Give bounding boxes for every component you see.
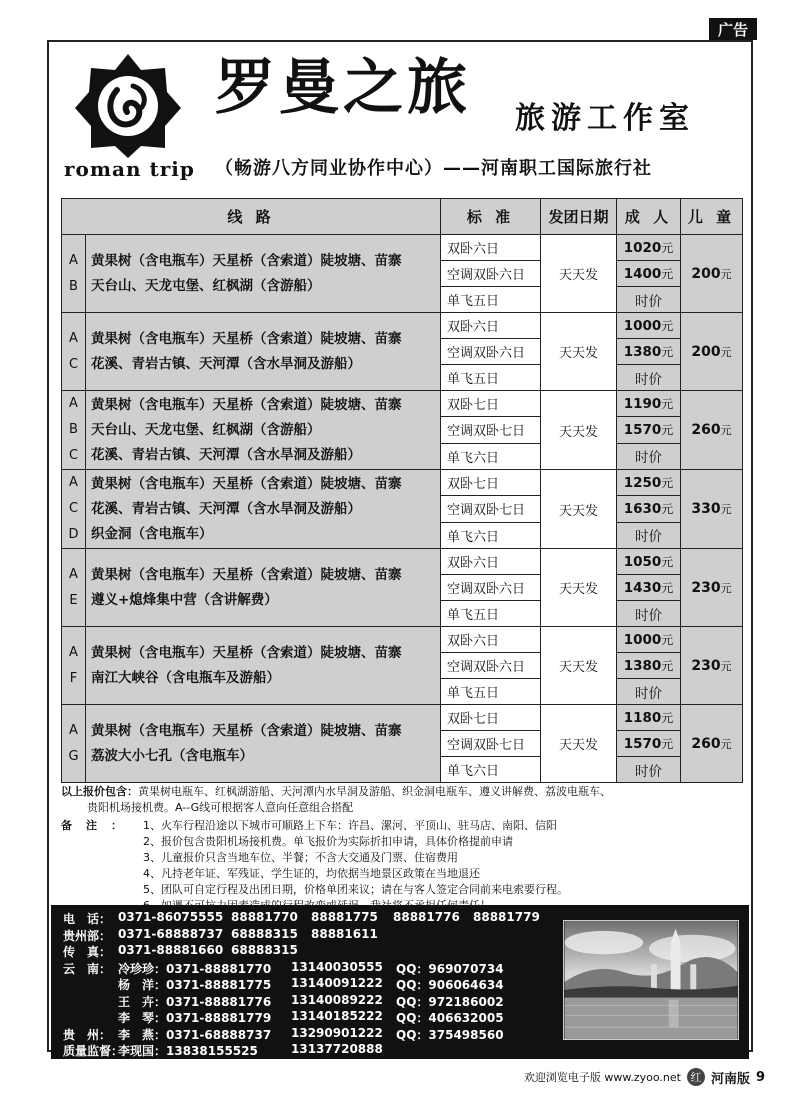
route-line: 黄果树（含电瓶车）天星桥（含索道）陡坡塘、苗寨 [91, 330, 402, 347]
child-price-cell [681, 391, 743, 470]
route-line: 黄果树（含电瓶车）天星桥（含索道）陡坡塘、苗寨 [91, 644, 402, 661]
adult-price: 1000 [623, 318, 662, 334]
route-code: C [68, 501, 79, 516]
price-unit: 元 [720, 424, 732, 437]
child-price: 200 [691, 265, 721, 282]
route-line: 黄果树（含电瓶车）天星桥（含索道）陡坡塘、苗寨 [91, 566, 402, 583]
footer-site: 欢迎浏览电子版 www.zyoo.net [523, 1071, 681, 1084]
standard-cell: 双卧六日 [441, 235, 541, 261]
standard-cell: 空调双卧七日 [441, 731, 541, 757]
contact-label: 电 话： [63, 912, 112, 926]
route-code-cell [62, 313, 86, 391]
contact-label: 贵州部： [63, 928, 112, 943]
table-row [62, 627, 743, 653]
route-code-cell [62, 549, 86, 627]
contact-value: 88881776 [393, 910, 460, 924]
standard-cell: 单飞六日 [441, 757, 541, 783]
child-price: 260 [691, 735, 721, 752]
brand-english: roman trip [64, 157, 195, 181]
notes-label: 备注： [61, 819, 136, 832]
adult-price: 1400 [623, 266, 662, 282]
adult-price: 1380 [623, 344, 662, 360]
route-code-cell [62, 235, 86, 313]
route-code: E [69, 592, 78, 608]
route-code: D [68, 527, 79, 542]
route-code: A [69, 330, 78, 346]
adult-price: 1050 [623, 554, 662, 570]
standard-cell: 双卧六日 [441, 627, 541, 653]
include-text-1: 黄果树电瓶车、红枫湖游船、天河潭内水旱洞及游船、织金洞电瓶车、遵义讲解费、荔波电瓶车、 [138, 785, 611, 798]
price-unit: 元 [661, 345, 674, 359]
adult-price: 1000 [623, 632, 662, 648]
adult-price-cell [617, 757, 681, 783]
ad-tag: 广告 [709, 18, 757, 40]
child-price-cell [681, 313, 743, 391]
price-unit: 元 [720, 581, 732, 595]
adult-price: 1430 [623, 580, 662, 596]
route-code: A [69, 475, 78, 490]
departure-cell: 天天发 [541, 313, 617, 391]
route-line: 花溪、青岩古镇、天河潭（含水旱洞及游船） [91, 446, 361, 463]
studio-title: 旅游工作室 [515, 101, 695, 136]
child-price: 330 [691, 501, 721, 517]
note-item: 1、火车行程沿途以下城市可顺路上下车：许昌、漯河、平顶山、驻马店、南阳、信阳 [143, 819, 557, 832]
table-row [62, 549, 743, 575]
contact-value: 13140089222 [291, 992, 383, 1007]
include-label: 以上报价包含： [61, 785, 138, 798]
standard-cell: 双卧六日 [441, 313, 541, 339]
header-route: 线 路 [62, 199, 441, 235]
child-price-cell [681, 470, 743, 549]
standard-cell: 双卧六日 [441, 549, 541, 575]
contact-value: 13140185222 [291, 1009, 383, 1023]
route-code: A [69, 566, 78, 582]
standard-cell: 双卧七日 [441, 391, 541, 417]
adult-price-cell [617, 549, 681, 575]
price-table [61, 198, 742, 783]
adult-price-cell [617, 339, 681, 365]
route-line: 黄果树（含电瓶车）天星桥（含索道）陡坡塘、苗寨 [91, 252, 402, 269]
standard-cell: 双卧七日 [441, 470, 541, 496]
adult-price: 时价 [635, 450, 663, 467]
adult-price-cell [617, 443, 681, 469]
price-unit: 元 [720, 503, 732, 516]
page-number: 9 [755, 1069, 765, 1085]
contact-value: 68888315 [231, 926, 298, 941]
standard-cell: 空调双卧六日 [441, 339, 541, 365]
contact-value: QQ：375498560 [396, 1027, 504, 1042]
contact-label: 贵 州： [63, 1027, 112, 1042]
route-description [86, 627, 441, 705]
route-code: C [68, 356, 79, 372]
price-unit: 元 [661, 555, 674, 569]
adult-price: 1250 [623, 475, 662, 492]
adult-price: 1190 [623, 396, 662, 413]
route-code: A [69, 252, 78, 268]
route-line: 遵义+熄烽集中营（含讲解费） [91, 591, 278, 608]
child-price-cell [681, 627, 743, 705]
adult-price: 1630 [623, 501, 662, 518]
pagoda-photo [563, 920, 739, 1040]
notes-list [143, 818, 568, 914]
contact-value: 0371-68888737 [118, 926, 224, 941]
adult-price-cell [617, 653, 681, 679]
contact-value: QQ：969070734 [396, 961, 504, 976]
adult-price-cell [617, 731, 681, 757]
price-unit: 元 [661, 633, 674, 647]
price-unit: 元 [661, 476, 674, 491]
adult-price-cell [617, 287, 681, 313]
price-unit: 元 [661, 711, 674, 725]
table-row [62, 235, 743, 261]
adult-price-cell [617, 679, 681, 705]
route-line: 黄果树（含电瓶车）天星桥（含索道）陡坡塘、苗寨 [91, 396, 402, 413]
price-unit: 元 [661, 423, 674, 438]
contact-value: 0371-88881660 [118, 943, 224, 957]
contact-value: 李 琴：0371-88881779 [118, 1011, 272, 1025]
standard-cell: 单飞六日 [441, 443, 541, 469]
child-price: 260 [691, 422, 721, 438]
adult-price-cell [617, 575, 681, 601]
child-price: 230 [691, 579, 721, 596]
adult-price-cell [617, 601, 681, 627]
adult-price: 1380 [623, 658, 662, 674]
price-unit: 元 [720, 267, 732, 281]
standard-cell: 空调双卧七日 [441, 417, 541, 443]
route-line: 织金洞（含电瓶车） [91, 525, 213, 542]
agency-subtitle: （畅游八方同业协作中心）——河南职工国际旅行社 [215, 158, 652, 179]
adult-price: 时价 [635, 293, 663, 310]
contact-value: 88881779 [473, 910, 540, 924]
departure-cell: 天天发 [541, 549, 617, 627]
note-item: 2、报价包含贵阳机场接机费。单飞报价为实际折扣申请，具体价格提前申请 [143, 835, 513, 848]
child-price-cell [681, 705, 743, 783]
standard-cell: 单飞五日 [441, 287, 541, 313]
contact-value: 杨 洋：0371-88881775 [118, 978, 272, 992]
adult-price-cell [617, 261, 681, 287]
route-code-cell [62, 627, 86, 705]
table-header-row [62, 199, 743, 235]
table-row [62, 391, 743, 417]
child-price-cell [681, 549, 743, 627]
price-unit: 元 [720, 737, 732, 751]
route-description [86, 470, 441, 549]
price-unit: 元 [661, 397, 674, 412]
note-item: 3、儿童报价只含当地车位、半餐；不含大交通及门票、住宿费用 [143, 851, 458, 864]
contact-value: 88881770 [231, 910, 298, 924]
standard-cell: 单飞五日 [441, 365, 541, 391]
price-unit: 元 [720, 659, 732, 673]
route-code: A [69, 396, 78, 411]
standard-cell: 单飞五日 [441, 601, 541, 627]
notes-section [61, 784, 751, 914]
price-unit: 元 [661, 241, 674, 255]
adult-price-cell [617, 496, 681, 522]
child-price: 200 [691, 343, 721, 360]
table-row [62, 470, 743, 496]
child-price: 230 [691, 657, 721, 674]
price-unit: 元 [661, 502, 674, 517]
route-line: 黄果树（含电瓶车）天星桥（含索道）陡坡塘、苗寨 [91, 722, 402, 739]
route-code-cell [62, 705, 86, 783]
route-code: F [69, 670, 78, 686]
footer-edition: 河南版 [710, 1071, 750, 1087]
standard-cell: 单飞五日 [441, 679, 541, 705]
price-unit: 元 [720, 345, 732, 359]
standard-cell: 空调双卧六日 [441, 653, 541, 679]
note-item: 5、团队可自定行程及出团日期，价格单团来议；请在与客人签定合同前来电索要行程。 [143, 883, 568, 896]
contact-label: 云 南： [63, 961, 112, 976]
route-line: 南江大峡谷（含电瓶车及游船） [91, 669, 280, 686]
table-row [62, 705, 743, 731]
adult-price: 1570 [623, 422, 662, 439]
contact-value: 68888315 [231, 943, 298, 957]
note-item: 4、凡持老年证、军残证、学生证的，均依据当地景区政策在当地退还 [143, 867, 480, 880]
adult-price-cell [617, 470, 681, 496]
route-code: A [69, 644, 78, 660]
route-description [86, 549, 441, 627]
contact-value: 李现国：13838155525 [118, 1044, 258, 1058]
route-code-cell [62, 470, 86, 549]
contact-value: 13290901222 [291, 1025, 383, 1040]
contact-value: 13140091222 [291, 976, 383, 990]
contact-label: 质量监督： [63, 1044, 124, 1058]
contact-value: 李 燕：0371-68888737 [118, 1027, 272, 1042]
adult-price-cell [617, 627, 681, 653]
price-unit: 元 [661, 319, 674, 333]
adult-price: 时价 [635, 685, 663, 702]
price-unit: 元 [661, 267, 674, 281]
include-text-2: 贵阳机场接机费。A--G线可根据客人意向任意组合搭配 [87, 801, 354, 814]
table-row [62, 313, 743, 339]
route-description [86, 391, 441, 470]
contact-label: 传 真： [63, 945, 112, 959]
route-line: 天台山、天龙屯堡、红枫湖（含游船） [91, 277, 321, 294]
header-adult: 成 人 [617, 199, 681, 235]
route-code: B [69, 278, 78, 294]
adult-price: 1020 [623, 240, 662, 256]
departure-cell: 天天发 [541, 391, 617, 470]
route-line: 荔波大小七孔（含电瓶车） [91, 747, 253, 764]
route-code: C [68, 448, 79, 463]
page-footer [495, 1066, 765, 1088]
roman-trip-logo-icon [73, 50, 183, 160]
price-unit: 元 [661, 659, 674, 673]
adult-price-cell [617, 235, 681, 261]
footer-badge-icon: 红 [687, 1068, 705, 1086]
price-unit: 元 [661, 581, 674, 595]
child-price-cell [681, 235, 743, 313]
contact-value: 88881611 [311, 926, 378, 941]
standard-cell: 双卧七日 [441, 705, 541, 731]
standard-cell: 单飞六日 [441, 522, 541, 548]
contact-value: QQ：972186002 [396, 994, 504, 1009]
header-departure: 发团日期 [541, 199, 617, 235]
price-unit: 元 [661, 737, 674, 751]
adult-price: 时价 [635, 763, 663, 780]
departure-cell: 天天发 [541, 235, 617, 313]
contact-value: 13137720888 [291, 1042, 383, 1056]
route-description [86, 313, 441, 391]
brand-title: 罗曼之旅 [215, 53, 471, 123]
route-code: A [69, 722, 78, 738]
route-line: 花溪、青岩古镇、天河潭（含水旱洞及游船） [91, 355, 361, 372]
contact-value: 王 卉：0371-88881776 [118, 994, 272, 1009]
adult-price-cell [617, 391, 681, 417]
adult-price: 时价 [635, 529, 663, 546]
header-child: 儿 童 [681, 199, 743, 235]
adult-price: 1570 [623, 736, 662, 752]
route-line: 花溪、青岩古镇、天河潭（含水旱洞及游船） [91, 500, 361, 517]
adult-price: 时价 [635, 607, 663, 624]
header-standard: 标 准 [441, 199, 541, 235]
route-description [86, 235, 441, 313]
contact-value: QQ：906064634 [396, 978, 504, 992]
departure-cell: 天天发 [541, 705, 617, 783]
adult-price-cell [617, 365, 681, 391]
adult-price-cell [617, 313, 681, 339]
standard-cell: 空调双卧七日 [441, 496, 541, 522]
standard-cell: 空调双卧六日 [441, 261, 541, 287]
departure-cell: 天天发 [541, 627, 617, 705]
contact-value: 0371-86075555 [118, 910, 224, 924]
route-code: B [69, 422, 78, 437]
adult-price: 时价 [635, 371, 663, 388]
adult-price-cell [617, 417, 681, 443]
adult-price-cell [617, 705, 681, 731]
route-line: 黄果树（含电瓶车）天星桥（含索道）陡坡塘、苗寨 [91, 475, 402, 492]
contact-value: QQ：406632005 [396, 1011, 504, 1025]
route-line: 天台山、天龙屯堡、红枫湖（含游船） [91, 421, 321, 438]
contact-value: 88881775 [311, 910, 378, 924]
contact-value: 13140030555 [291, 959, 383, 974]
departure-cell: 天天发 [541, 470, 617, 549]
contact-value: 冷珍珍：0371-88881770 [118, 961, 272, 976]
route-code: G [68, 748, 79, 764]
standard-cell: 空调双卧六日 [441, 575, 541, 601]
adult-price-cell [617, 522, 681, 548]
route-code-cell [62, 391, 86, 470]
adult-price: 1180 [623, 710, 662, 726]
route-description [86, 705, 441, 783]
